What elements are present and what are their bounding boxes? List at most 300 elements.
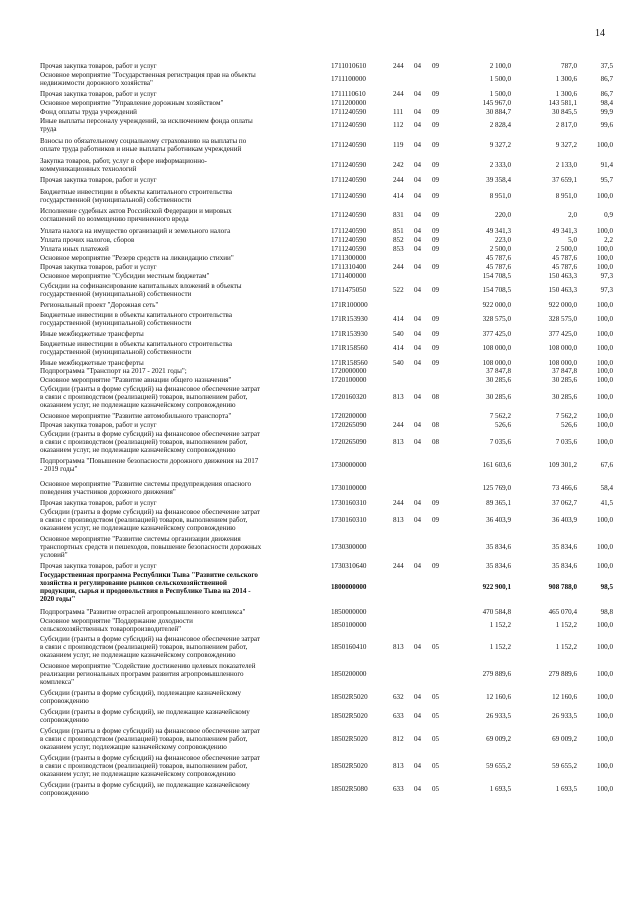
row-name — [40, 263, 328, 271]
row-planned-amount: 45 787,6 — [486, 254, 511, 262]
row-subsection: 05 — [432, 735, 440, 743]
row-section: 04 — [414, 211, 422, 219]
row-section: 04 — [414, 121, 422, 129]
row-code: 1711400000 — [331, 272, 367, 280]
row-section: 04 — [414, 421, 422, 429]
row-name-line: Фонд оплаты труда учреждений — [40, 108, 137, 116]
row-code: 1711300000 — [331, 254, 367, 262]
row-subsection: 09 — [432, 245, 440, 253]
row-subsection: 09 — [432, 562, 440, 570]
row-planned-amount: 1 693,5 — [489, 785, 511, 793]
row-expense-type: 244 — [393, 62, 404, 70]
row-actual-amount: 73 466,6 — [552, 484, 577, 492]
row-planned-amount: 12 160,6 — [486, 693, 511, 701]
row-name-line: Подпрограмма "Повышение безопасности дорожного движения на 2017 — [40, 457, 259, 465]
row-subsection: 09 — [432, 315, 440, 323]
row-expense-type: 540 — [393, 330, 404, 338]
row-section: 04 — [414, 735, 422, 743]
row-code: 1730310640 — [331, 562, 367, 570]
row-name — [40, 117, 328, 133]
row-subsection: 05 — [432, 643, 440, 651]
row-percent: 99,6 — [600, 121, 613, 129]
row-subsection: 05 — [432, 762, 440, 770]
row-planned-amount: 526,6 — [495, 421, 511, 429]
row-code: 18502R5020 — [331, 762, 368, 770]
row-name-line: труда — [40, 125, 57, 133]
row-name — [40, 412, 328, 420]
row-subsection: 09 — [432, 236, 440, 244]
row-planned-amount: 108 000,0 — [482, 359, 511, 367]
row-planned-amount: 1 152,2 — [489, 643, 511, 651]
row-name — [40, 301, 328, 309]
row-section: 04 — [414, 315, 422, 323]
row-planned-amount: 328 575,0 — [482, 315, 511, 323]
row-expense-type: 851 — [393, 227, 404, 235]
row-expense-type: 242 — [393, 161, 404, 169]
row-code: 171R100000 — [331, 301, 368, 309]
row-name — [40, 71, 328, 87]
row-planned-amount: 45 787,6 — [486, 263, 511, 271]
row-expense-type: 813 — [393, 762, 404, 770]
row-planned-amount: 154 708,5 — [482, 272, 511, 280]
row-name-line: оказанием услуг, подлежащие казначейскому сопровождению — [40, 743, 227, 751]
row-planned-amount: 145 967,0 — [482, 99, 511, 107]
row-actual-amount: 49 341,3 — [552, 227, 577, 235]
row-name-line: Субсидии (гранты в форме субсидий) на финансовое обеспечение затрат — [40, 727, 260, 735]
row-code: 1711310400 — [331, 263, 367, 271]
row-code: 1711475050 — [331, 286, 367, 294]
row-actual-amount: 2 500,0 — [555, 245, 577, 253]
row-name — [40, 207, 328, 223]
row-code: 18502R5080 — [331, 785, 368, 793]
row-code: 1850200000 — [331, 670, 367, 678]
row-expense-type: 244 — [393, 499, 404, 507]
row-expense-type: 852 — [393, 236, 404, 244]
row-percent: 100,0 — [597, 254, 613, 262]
row-percent: 100,0 — [597, 412, 613, 420]
row-code: 171R153930 — [331, 330, 368, 338]
row-expense-type: 244 — [393, 421, 404, 429]
row-code: 1720100000 — [331, 376, 367, 384]
row-name-line: Бюджетные инвестиции в объекты капитального строительства — [40, 340, 232, 348]
row-subsection: 09 — [432, 227, 440, 235]
row-name — [40, 311, 328, 327]
row-percent: 100,0 — [597, 376, 613, 384]
row-subsection: 09 — [432, 62, 440, 70]
row-name-line: Основное мероприятие "Развитие авиации общего назначения" — [40, 376, 232, 384]
row-percent: 100,0 — [597, 762, 613, 770]
row-subsection: 09 — [432, 176, 440, 184]
row-name-line: реализации региональных программ развития агропромышленного — [40, 670, 244, 678]
row-name-line: Прочая закупка товаров, работ и услуг — [40, 263, 157, 271]
row-name-line: Прочая закупка товаров, работ и услуг — [40, 499, 157, 507]
row-subsection: 09 — [432, 211, 440, 219]
row-name-line: Основное мероприятие "Развитие системы организации движения — [40, 535, 241, 543]
row-name — [40, 689, 328, 705]
row-actual-amount: 7 562,2 — [555, 412, 577, 420]
row-planned-amount: 89 365,1 — [486, 499, 511, 507]
row-code: 1850000000 — [331, 608, 367, 616]
row-percent: 41,5 — [600, 499, 613, 507]
row-name-line: Уплата прочих налогов, сборов — [40, 236, 135, 244]
row-planned-amount: 7 035,6 — [489, 438, 511, 446]
row-name-line: оплате труда работников и иные выплаты работникам учреждений — [40, 145, 242, 153]
row-name-line: сопровождению — [40, 789, 89, 797]
row-actual-amount: 526,6 — [561, 421, 577, 429]
row-code: 1730000000 — [331, 461, 367, 469]
row-percent: 98,5 — [600, 583, 613, 591]
row-name — [40, 617, 328, 633]
row-percent: 58,4 — [600, 484, 613, 492]
row-planned-amount: 49 341,3 — [486, 227, 511, 235]
row-name-line: Основное мероприятие "Управление дорожным хозяйством" — [40, 99, 224, 107]
row-planned-amount: 39 358,4 — [486, 176, 511, 184]
row-code: 1711240590 — [331, 108, 367, 116]
row-planned-amount: 30 884,7 — [486, 108, 511, 116]
row-name-line: Взносы по обязательному социальному страхованию на выплаты по — [40, 137, 247, 145]
row-name-line: оказанием услуг, не подлежащие казначейскому сопровождению — [40, 770, 236, 778]
row-percent: 100,0 — [597, 735, 613, 743]
row-subsection: 08 — [432, 393, 440, 401]
row-percent: 100,0 — [597, 516, 613, 524]
row-expense-type: 633 — [393, 712, 404, 720]
row-name-line: Субсидии (гранты в форме субсидий), не подлежащие казначейскому — [40, 708, 250, 716]
row-section: 04 — [414, 785, 422, 793]
row-section: 04 — [414, 762, 422, 770]
row-subsection: 08 — [432, 421, 440, 429]
row-actual-amount: 1 300,6 — [555, 75, 577, 83]
row-planned-amount: 154 708,5 — [482, 286, 511, 294]
row-actual-amount: 59 655,2 — [552, 762, 577, 770]
row-expense-type: 414 — [393, 315, 404, 323]
row-name-line: Основное мероприятие "Содействие достижению целевых показателей — [40, 662, 256, 670]
row-percent: 98,4 — [600, 99, 613, 107]
row-planned-amount: 9 327,2 — [489, 141, 511, 149]
row-percent: 100,0 — [597, 330, 613, 338]
row-code: 1720160320 — [331, 393, 367, 401]
row-actual-amount: 1 152,2 — [555, 621, 577, 629]
row-subsection: 09 — [432, 344, 440, 352]
row-percent: 99,9 — [600, 108, 613, 116]
row-actual-amount: 143 581,1 — [548, 99, 577, 107]
row-planned-amount: 279 889,6 — [482, 670, 511, 678]
row-name-line: оказанием услуг, не подлежащие казначейскому сопровождению — [40, 446, 236, 454]
row-expense-type: 853 — [393, 245, 404, 253]
row-expense-type: 812 — [393, 735, 404, 743]
row-section: 04 — [414, 393, 422, 401]
row-planned-amount: 161 603,6 — [482, 461, 511, 469]
row-section: 04 — [414, 141, 422, 149]
row-name-line: Основное мероприятие "Развитие системы предупреждения опасного — [40, 480, 251, 488]
row-expense-type: 813 — [393, 643, 404, 651]
row-name-line: продукции, сырья и продовольствия в Республике Тыва на 2014 - — [40, 587, 251, 595]
row-expense-type: 632 — [393, 693, 404, 701]
row-name — [40, 376, 328, 384]
row-name-line: Субсидии (гранты в форме субсидий), не подлежащие казначейскому — [40, 781, 250, 789]
row-actual-amount: 37 659,1 — [552, 176, 577, 184]
row-name-line: Прочая закупка товаров, работ и услуг — [40, 176, 157, 184]
row-name-line: Закупка товаров, работ, услуг в сфере информационно- — [40, 157, 207, 165]
row-name — [40, 662, 328, 686]
row-percent: 100,0 — [597, 141, 613, 149]
row-subsection: 09 — [432, 499, 440, 507]
row-expense-type: 244 — [393, 90, 404, 98]
row-name — [40, 457, 328, 473]
row-code: 18502R5020 — [331, 712, 368, 720]
row-name-line: Уплата налога на имущество организаций и земельного налога — [40, 227, 231, 235]
row-actual-amount: 12 160,6 — [552, 693, 577, 701]
row-planned-amount: 125 769,0 — [482, 484, 511, 492]
row-name-line: Уплата иных платежей — [40, 245, 109, 253]
row-name-line: Прочая закупка товаров, работ и услуг — [40, 562, 157, 570]
row-name-line: государственной (муниципальной) собственности — [40, 319, 192, 327]
row-planned-amount: 922 900,1 — [482, 583, 511, 591]
row-name — [40, 359, 328, 367]
row-name — [40, 137, 328, 153]
row-percent: 100,0 — [597, 543, 613, 551]
row-name-line: в связи с производством (реализацией) товаров, выполнением работ, — [40, 438, 248, 446]
row-actual-amount: 108 000,0 — [548, 359, 577, 367]
row-code: 1850100000 — [331, 621, 367, 629]
row-section: 04 — [414, 90, 422, 98]
row-percent: 100,0 — [597, 712, 613, 720]
row-percent: 100,0 — [597, 438, 613, 446]
row-subsection: 09 — [432, 141, 440, 149]
row-actual-amount: 150 463,3 — [548, 286, 577, 294]
row-name — [40, 708, 328, 724]
row-section: 04 — [414, 516, 422, 524]
row-name-line: условий" — [40, 551, 68, 559]
row-name-line: Государственная программа Республики Тыва "Развитие сельского — [40, 571, 258, 579]
row-actual-amount: 328 575,0 — [548, 315, 577, 323]
row-code: 1800000000 — [331, 583, 367, 591]
row-planned-amount: 1 500,0 — [489, 75, 511, 83]
row-section: 04 — [414, 712, 422, 720]
row-percent: 100,0 — [597, 693, 613, 701]
row-planned-amount: 2 828,4 — [489, 121, 511, 129]
row-name-line: Иные межбюджетные трансферты — [40, 330, 144, 338]
row-actual-amount: 2 133,0 — [555, 161, 577, 169]
row-name — [40, 340, 328, 356]
row-planned-amount: 1 500,0 — [489, 90, 511, 98]
row-section: 04 — [414, 245, 422, 253]
row-subsection: 05 — [432, 712, 440, 720]
row-percent: 100,0 — [597, 421, 613, 429]
row-section: 04 — [414, 562, 422, 570]
row-percent: 100,0 — [597, 643, 613, 651]
row-code: 1711110610 — [331, 90, 366, 98]
row-planned-amount: 1 152,2 — [489, 621, 511, 629]
row-expense-type: 813 — [393, 516, 404, 524]
row-subsection: 09 — [432, 286, 440, 294]
row-name-line: сопровождению — [40, 716, 89, 724]
row-actual-amount: 1 693,5 — [555, 785, 577, 793]
row-name-line: соглашений по возмещению причиненного вреда — [40, 215, 189, 223]
row-percent: 100,0 — [597, 315, 613, 323]
row-expense-type: 813 — [393, 393, 404, 401]
row-section: 04 — [414, 161, 422, 169]
row-code: 1711010610 — [331, 62, 367, 70]
row-section: 04 — [414, 192, 422, 200]
row-actual-amount: 37 847,8 — [552, 367, 577, 375]
row-planned-amount: 69 009,2 — [486, 735, 511, 743]
row-expense-type: 111 — [393, 108, 404, 116]
row-percent: 100,0 — [597, 785, 613, 793]
row-section: 04 — [414, 693, 422, 701]
row-actual-amount: 7 035,6 — [555, 438, 577, 446]
row-actual-amount: 1 300,6 — [555, 90, 577, 98]
row-subsection: 09 — [432, 516, 440, 524]
row-name — [40, 282, 328, 298]
row-name-line: Субсидии на софинансирование капитальных вложений в объекты — [40, 282, 242, 290]
row-name-line: в связи с производством (реализацией) товаров, выполнением работ, — [40, 516, 248, 524]
row-code: 1720000000 — [331, 367, 367, 375]
row-expense-type: 244 — [393, 176, 404, 184]
row-code: 1711240590 — [331, 192, 367, 200]
row-code: 1730300000 — [331, 543, 367, 551]
row-name-line: сопровождению — [40, 697, 89, 705]
row-subsection: 08 — [432, 438, 440, 446]
row-percent: 97,3 — [600, 272, 613, 280]
row-code: 1711240590 — [331, 245, 367, 253]
row-percent: 100,0 — [597, 621, 613, 629]
row-percent: 0,9 — [604, 211, 613, 219]
row-actual-amount: 279 889,6 — [548, 670, 577, 678]
row-name — [40, 188, 328, 204]
row-name — [40, 272, 328, 280]
row-name — [40, 254, 328, 262]
row-actual-amount: 150 463,3 — [548, 272, 577, 280]
row-name-line: Основное мероприятие "Резерв средств на ликвидацию стихии" — [40, 254, 234, 262]
row-name-line: Региональный проект "Дорожная сеть" — [40, 301, 159, 309]
row-name-line: Основное мероприятие "Поддержание доходности — [40, 617, 193, 625]
row-expense-type: 244 — [393, 263, 404, 271]
row-percent: 95,7 — [600, 176, 613, 184]
row-planned-amount: 26 933,5 — [486, 712, 511, 720]
row-code: 171R153930 — [331, 315, 368, 323]
row-actual-amount: 45 787,6 — [552, 263, 577, 271]
row-planned-amount: 2 500,0 — [489, 245, 511, 253]
row-code: 18502R5020 — [331, 735, 368, 743]
row-percent: 100,0 — [597, 301, 613, 309]
row-actual-amount: 35 834,6 — [552, 562, 577, 570]
row-name — [40, 421, 328, 429]
row-name-line: в связи с производством (реализацией) товаров, выполнением работ, — [40, 762, 248, 770]
row-name-line: в связи с производством (реализацией) товаров, выполнением работ, — [40, 735, 248, 743]
row-name-line: транспортных средств и пешеходов, повышение безопасности дорожных — [40, 543, 262, 551]
row-code: 171R158560 — [331, 344, 368, 352]
row-percent: 100,0 — [597, 245, 613, 253]
row-section: 04 — [414, 330, 422, 338]
row-name — [40, 157, 328, 173]
row-name-line: Исполнение судебных актов Российской Федерации и мировых — [40, 207, 232, 215]
row-actual-amount: 2,0 — [568, 211, 577, 219]
row-subsection: 09 — [432, 359, 440, 367]
row-name-line: оказанием услуг, не подлежащие казначейскому сопровождению — [40, 651, 236, 659]
row-name-line: Основное мероприятие "Государственная регистрация прав на объекты — [40, 71, 256, 79]
row-code: 1730160310 — [331, 516, 367, 524]
row-name — [40, 508, 328, 532]
page-number: 14 — [595, 28, 605, 39]
row-section: 04 — [414, 236, 422, 244]
row-expense-type: 522 — [393, 286, 404, 294]
row-section: 04 — [414, 227, 422, 235]
row-code: 1711240590 — [331, 176, 367, 184]
row-actual-amount: 109 301,2 — [548, 461, 577, 469]
row-code: 171R158560 — [331, 359, 368, 367]
row-name-line: Прочая закупка товаров, работ и услуг — [40, 62, 157, 70]
row-actual-amount: 36 403,9 — [552, 516, 577, 524]
row-name-line: в связи с производством (реализацией) товаров, выполнением работ, — [40, 393, 248, 401]
row-name-line: оказанием услуг, не подлежащие казначейскому сопровождению — [40, 401, 236, 409]
row-name — [40, 727, 328, 751]
row-section: 04 — [414, 108, 422, 116]
row-name — [40, 571, 328, 603]
row-planned-amount: 59 655,2 — [486, 762, 511, 770]
row-planned-amount: 220,0 — [495, 211, 511, 219]
row-actual-amount: 30 285,6 — [552, 376, 577, 384]
row-percent: 100,0 — [597, 227, 613, 235]
row-actual-amount: 922 000,0 — [548, 301, 577, 309]
row-actual-amount: 5,0 — [568, 236, 577, 244]
row-percent: 97,3 — [600, 286, 613, 294]
row-planned-amount: 35 834,6 — [486, 543, 511, 551]
row-name — [40, 108, 328, 116]
row-name — [40, 62, 328, 70]
row-percent: 100,0 — [597, 344, 613, 352]
row-name — [40, 535, 328, 559]
row-percent: 86,7 — [600, 90, 613, 98]
row-subsection: 09 — [432, 161, 440, 169]
row-section: 04 — [414, 499, 422, 507]
row-section: 04 — [414, 62, 422, 70]
row-code: 1711240590 — [331, 161, 367, 169]
row-percent: 37,5 — [600, 62, 613, 70]
row-name-line: Субсидии (гранты в форме субсидий) на финансовое обеспечение затрат — [40, 754, 260, 762]
row-subsection: 05 — [432, 693, 440, 701]
row-planned-amount: 37 847,8 — [486, 367, 511, 375]
row-name-line: 2020 годы" — [40, 595, 76, 603]
row-percent: 91,4 — [600, 161, 613, 169]
row-percent: 2,2 — [604, 236, 613, 244]
row-code: 18502R5020 — [331, 693, 368, 701]
row-planned-amount: 36 403,9 — [486, 516, 511, 524]
row-expense-type: 813 — [393, 438, 404, 446]
row-name-line: Субсидии (гранты в форме субсидий) на финансовое обеспечение затрат — [40, 635, 260, 643]
row-subsection: 09 — [432, 121, 440, 129]
row-expense-type: 244 — [393, 562, 404, 570]
row-actual-amount: 37 062,7 — [552, 499, 577, 507]
row-percent: 100,0 — [597, 393, 613, 401]
row-actual-amount: 908 788,0 — [548, 583, 577, 591]
row-name-line: Бюджетные инвестиции в объекты капитального строительства — [40, 188, 232, 196]
row-expense-type: 540 — [393, 359, 404, 367]
row-actual-amount: 30 285,6 — [552, 393, 577, 401]
row-name-line: Прочая закупка товаров, работ и услуг — [40, 421, 157, 429]
row-planned-amount: 470 584,8 — [482, 608, 511, 616]
row-code: 1850160410 — [331, 643, 367, 651]
row-section: 04 — [414, 643, 422, 651]
row-actual-amount: 35 834,6 — [552, 543, 577, 551]
row-name-line: в связи с производством (реализацией) товаров, выполнением работ, — [40, 643, 248, 651]
row-name-line: Бюджетные инвестиции в объекты капитального строительства — [40, 311, 232, 319]
row-name — [40, 385, 328, 409]
row-name — [40, 236, 328, 244]
row-name-line: - 2019 годы" — [40, 465, 78, 473]
row-name — [40, 367, 328, 375]
row-percent: 100,0 — [597, 670, 613, 678]
row-percent: 100,0 — [597, 359, 613, 367]
